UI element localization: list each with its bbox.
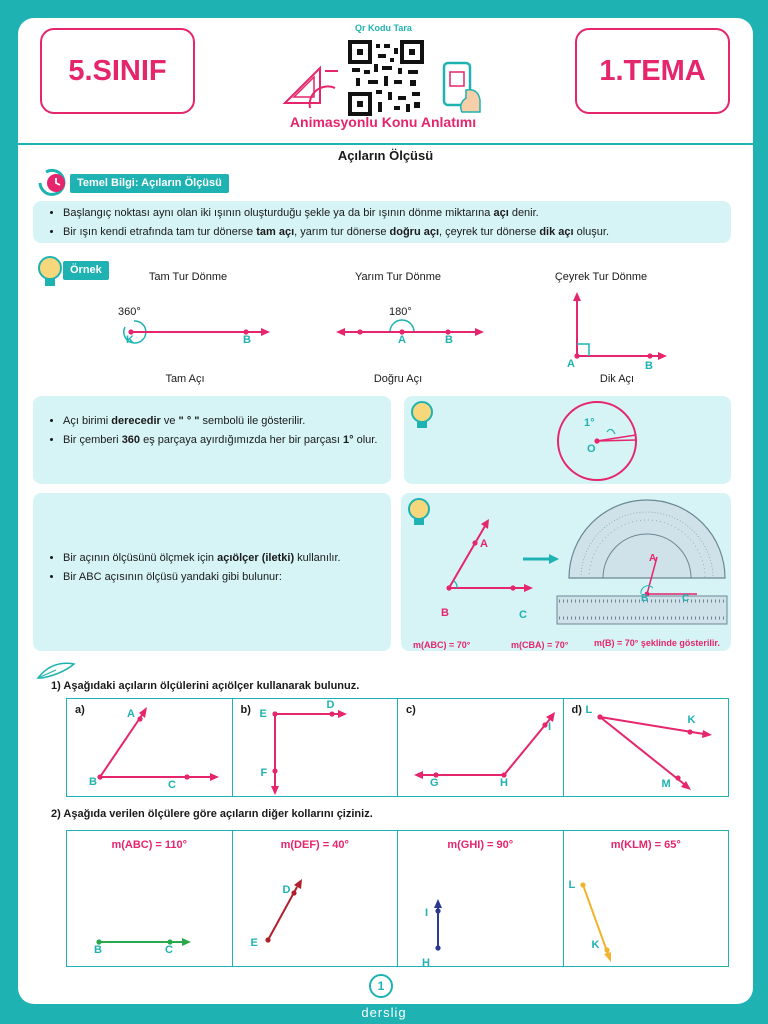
theme-box [575, 28, 730, 114]
q1-c-point-i: I [548, 721, 552, 733]
protractor-info-box [33, 493, 391, 651]
q2-angle-d [564, 831, 728, 965]
q1-b-point-d: D [326, 699, 335, 711]
page-title: Açıların Ölçüsü [337, 148, 434, 163]
example-tag: Örnek [63, 261, 109, 280]
measure-b: m(B) = 70° şeklinde gösterilir. [594, 638, 720, 648]
q2-d-point-l: L [568, 879, 576, 891]
right-angle-figure [563, 288, 673, 368]
q2-cell-a[interactable] [67, 831, 233, 966]
q1-c-point-h: H [500, 777, 508, 789]
right-angle-caption: Dik Açı [599, 373, 635, 385]
qr-code[interactable] [348, 40, 424, 116]
q2-d-measure: m(KLM) = 65° [610, 839, 681, 851]
q1-c-point-g: G [430, 777, 439, 789]
q1-cell-a[interactable] [67, 699, 233, 796]
q1-a-point-c: C [168, 779, 176, 791]
q2-a-point-c: C [165, 944, 173, 956]
q2-a-measure: m(ABC) = 110° [111, 839, 188, 851]
protractor-point-c: C [519, 609, 527, 621]
q2-angle-a [67, 831, 231, 965]
animated-lesson-title[interactable]: Animasyonlu Konu Anlatımı [289, 114, 477, 130]
q2-d-point-k: K [591, 939, 600, 951]
q1-cell-b[interactable] [233, 699, 399, 796]
degree-info-bullet-1: • Açı birimi derecedir ve " ° " sembolü ile gösterilir. [63, 414, 383, 430]
q2-angle-c [398, 831, 562, 965]
degree-info-bullet-2: • Bir çemberi 360 eş parçaya ayırdığımızda her bir parçası 1° olur. [63, 433, 383, 449]
full-angle-degree: 360° [118, 306, 141, 318]
full-turn-title: Tam Tur Dönme [148, 271, 228, 283]
lightbulb-icon [36, 255, 64, 289]
circle-center-label: O [587, 443, 596, 455]
protractor-info-bullet-2: • Bir ABC açısının ölçüsü yandaki gibi bulunur: [63, 570, 383, 586]
protractor-example-box [401, 493, 731, 651]
q1-d-point-l: L [585, 704, 593, 716]
q1-cell-d[interactable] [564, 699, 729, 796]
header-divider [18, 143, 753, 145]
quarter-turn-title: Çeyrek Tur Dönme [554, 271, 648, 283]
qr-label: Qr Kodu Tara [355, 23, 412, 33]
protractor-inner-point-a: A [649, 553, 657, 564]
basic-info-bullet-1: • Başlangıç noktası aynı olan iki ışının oluşturduğu şekle ya da bir ışının dönme miktarına açı denir. [63, 206, 723, 222]
q2-cell-b[interactable] [233, 831, 399, 966]
one-degree-label: 1° [584, 417, 595, 429]
basic-info-bullet-2: • Bir ışın kendi etrafında tam tur dönerse tam açı, yarım tur dönerse doğru açı, çeyrek tur dönerse dik açı oluşur. [63, 225, 723, 241]
protractor-measure-figure [401, 493, 731, 651]
q1-cell-a-label: a) [75, 704, 85, 716]
question-1-text: 1) Aşağıdaki açıların ölçülerini açıölçer kullanarak bulunuz. [51, 680, 360, 692]
phone-scan-icon [436, 60, 486, 114]
page-number: 1 [369, 974, 393, 998]
question-1-grid [66, 698, 729, 797]
protractor-inner-point-b: B [641, 593, 649, 604]
q1-b-point-f: F [260, 767, 268, 779]
measure-cba: m(CBA) = 70° [511, 640, 569, 650]
q1-cell-c[interactable] [398, 699, 564, 796]
straight-angle-caption: Doğru Açı [373, 373, 423, 385]
protractor-point-b: B [441, 607, 449, 619]
right-angle-point-b: B [645, 360, 653, 372]
protractor-inner-point-c: C [682, 593, 690, 604]
protractor-point-a: A [480, 538, 488, 550]
straight-angle-point-a: A [398, 334, 406, 346]
q2-cell-d[interactable] [564, 831, 729, 966]
lightbulb-icon [408, 400, 436, 430]
full-angle-caption: Tam Açı [165, 373, 205, 385]
half-turn-title: Yarım Tur Dönme [355, 271, 441, 283]
q2-c-point-i: I [425, 907, 429, 919]
geometry-tools-icon [280, 63, 340, 113]
q1-angle-b [233, 699, 397, 795]
straight-angle-degree: 180° [389, 306, 412, 318]
q2-c-point-h: H [422, 957, 430, 969]
theme-label: 1.TEMA [599, 54, 706, 87]
measure-abc: m(ABC) = 70° [413, 640, 471, 650]
q2-b-point-d: D [282, 884, 291, 896]
q2-a-point-b: B [94, 944, 102, 956]
q2-cell-c[interactable] [398, 831, 564, 969]
degree-circle-box [404, 396, 731, 484]
full-angle-point-b: B [243, 334, 251, 346]
clock-icon [34, 165, 70, 201]
q1-d-point-k: K [687, 714, 696, 726]
q2-b-point-e: E [250, 937, 258, 949]
grade-box [40, 28, 195, 114]
q1-cell-c-label: c) [406, 704, 416, 716]
degree-info-box [33, 396, 391, 484]
q2-c-measure: m(GHI) = 90° [447, 839, 514, 851]
one-degree-circle [549, 400, 649, 482]
q1-angle-c [398, 699, 562, 795]
question-2-text: 2) Aşağıda verilen ölçülere göre açıların diğer kollarını çiziniz. [51, 808, 373, 820]
pencil-icon [34, 658, 78, 682]
right-angle-point-a: A [567, 358, 575, 370]
q1-a-point-a: A [127, 708, 135, 720]
worksheet-page [18, 18, 753, 1004]
q1-a-point-b: B [89, 776, 97, 788]
q1-cell-b-label: b) [240, 704, 251, 716]
brand-logo: derslig [361, 1005, 407, 1020]
basic-info-tag: Temel Bilgi: Açıların Ölçüsü [70, 174, 229, 193]
full-angle-point-k: K [126, 334, 134, 346]
q1-cell-d-label: d) [571, 704, 582, 716]
protractor-info-bullet-1: • Bir açının ölçüsünü ölçmek için açıölçer (iletki) kullanılır. [63, 551, 383, 567]
q2-b-measure: m(DEF) = 40° [280, 839, 349, 851]
q1-d-point-m: M [661, 778, 671, 790]
q1-b-point-e: E [259, 708, 267, 720]
grade-label: 5.SINIF [68, 54, 167, 87]
question-2-grid [66, 830, 729, 967]
straight-angle-point-b: B [445, 334, 453, 346]
basic-info-box [33, 201, 731, 243]
